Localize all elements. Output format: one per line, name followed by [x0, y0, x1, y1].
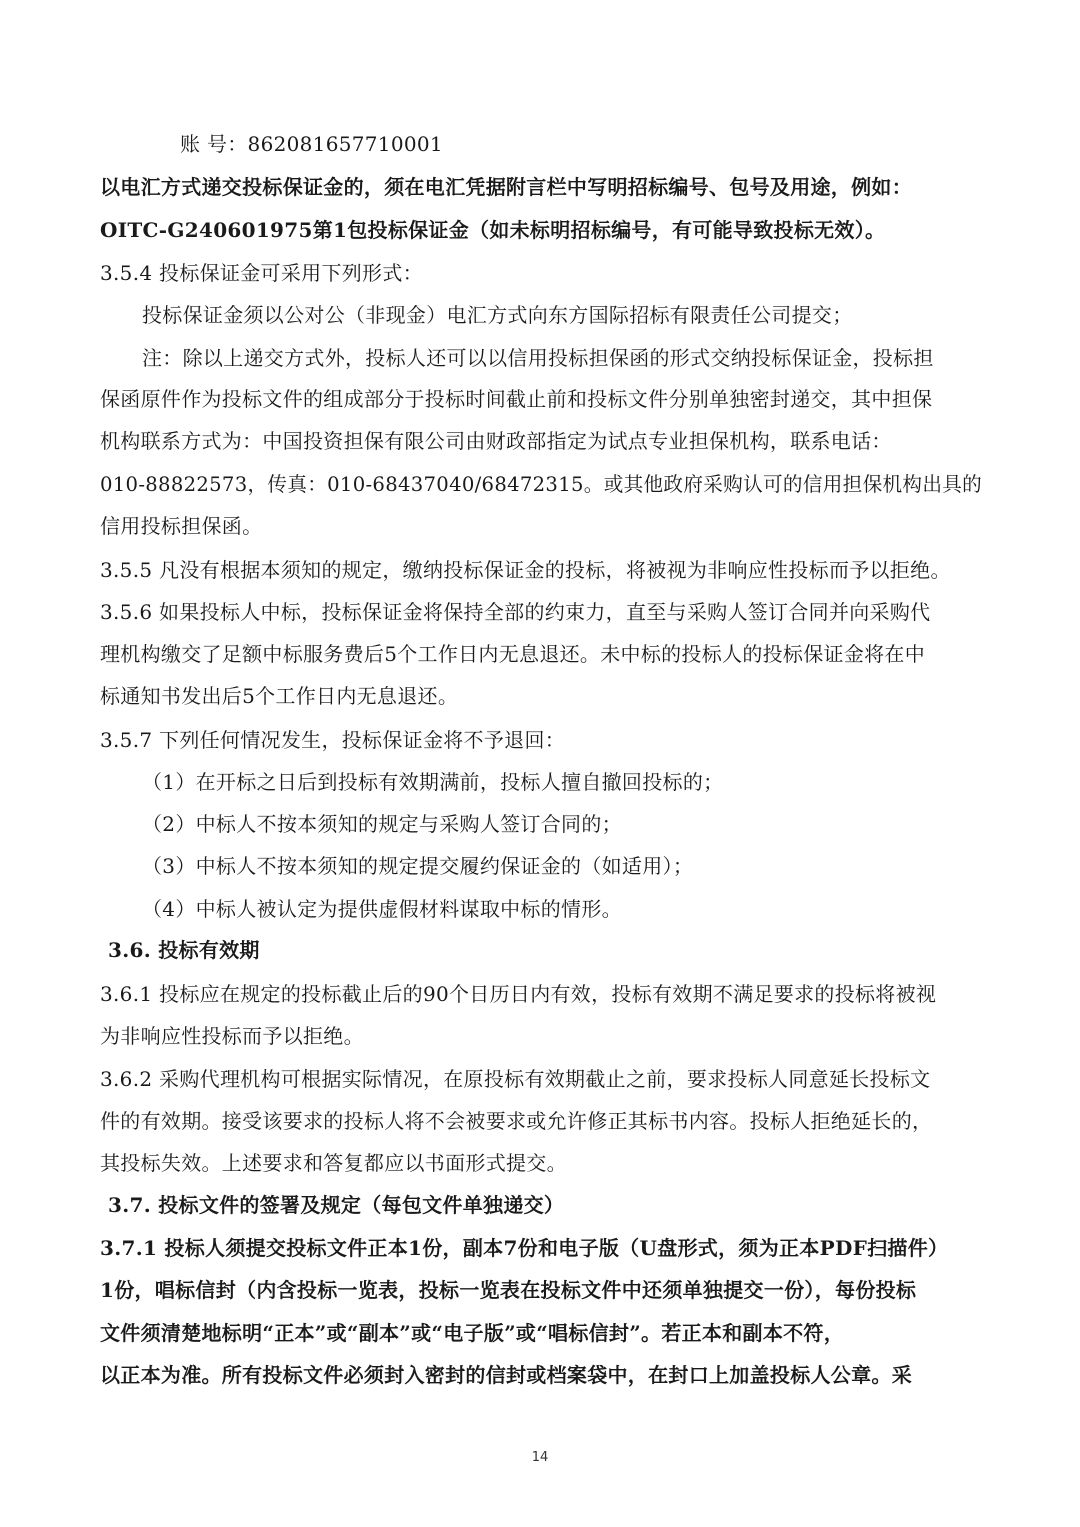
text-line: 为非响应性投标而予以拒绝。 [100, 1024, 364, 1048]
text-line: 件的有效期。接受该要求的投标人将不会被要求或允许修正其标书内容。投标人拒绝延长的， [100, 1109, 933, 1133]
text-line: 机构联系方式为：中国投资担保有限公司由财政部指定为试点专业担保机构，联系电话： [100, 429, 892, 453]
text-line-account: 账 号：862081657710001 [180, 132, 443, 156]
clause-heading: 3.5.7 下列任何情况发生，投标保证金将不予退回： [100, 728, 566, 752]
clause-heading: 3.7.1 投标人须提交投标文件正本1份，副本7份和电子版（U盘形式，须为正本PDF扫描件） [100, 1236, 949, 1260]
text-line: 标通知书发出后5个工作日内无息退还。 [100, 684, 459, 708]
section-heading: 3.7. 投标文件的签署及规定（每包文件单独递交） [108, 1193, 565, 1217]
text-line: 理机构缴交了足额中标服务费后5个工作日内无息退还。未中标的投标人的投标保证金将在中 [100, 642, 926, 666]
text-line: OITC-G240601975第1包投标保证金（如未标明招标编号，有可能导致投标无效）。 [100, 218, 886, 242]
list-item: （2）中标人不按本须知的规定与采购人签订合同的； [142, 812, 622, 836]
clause-heading: 3.5.6 如果投标人中标，投标保证金将保持全部的约束力，直至与采购人签订合同并向采购代 [100, 600, 931, 624]
text-line: 注：除以上递交方式外，投标人还可以以信用投标担保函的形式交纳投标保证金，投标担 [142, 346, 934, 370]
clause-heading: 3.5.5 凡没有根据本须知的规定，缴纳投标保证金的投标，将被视为非响应性投标而予以拒绝。 [100, 558, 951, 582]
text-line: 投标保证金须以公对公（非现金）电汇方式向东方国际招标有限责任公司提交； [142, 303, 853, 327]
text-line: 文件须清楚地标明“正本”或“副本”或“电子版”或“唱标信封”。若正本和副本不符， [100, 1321, 845, 1345]
clause-heading: 3.6.1 投标应在规定的投标截止后的90个日历日内有效，投标有效期不满足要求的投标将被视 [100, 982, 937, 1006]
text-line: 010-88822573，传真：010-68437040/68472315。或其他政府采购认可的信用担保机构出具的 [100, 472, 983, 496]
list-item: （4）中标人被认定为提供虚假材料谋取中标的情形。 [142, 897, 622, 921]
text-line: 以正本为准。所有投标文件必须封入密封的信封或档案袋中，在封口上加盖投标人公章。采 [100, 1363, 912, 1387]
page-number: 14 [531, 1450, 549, 1465]
list-item: （1）在开标之日后到投标有效期满前，投标人擅自撤回投标的； [142, 770, 724, 794]
text-line: 其投标失效。上述要求和答复都应以书面形式提交。 [100, 1151, 567, 1175]
clause-heading: 3.6.2 采购代理机构可根据实际情况，在原投标有效期截止之前，要求投标人同意延长投标文 [100, 1067, 931, 1091]
text-line: 以电汇方式递交投标保证金的，须在电汇凭据附言栏中写明招标编号、包号及用途，例如： [100, 175, 912, 199]
text-line: 1份，唱标信封（内含投标一览表，投标一览表在投标文件中还须单独提交一份），每份投标 [100, 1278, 917, 1302]
text-line: 保函原件作为投标文件的组成部分于投标时间截止前和投标文件分别单独密封递交，其中担保 [100, 387, 933, 411]
clause-heading: 3.5.4 投标保证金可采用下列形式： [100, 261, 423, 285]
text-line: 信用投标担保函。 [100, 514, 263, 538]
section-heading: 3.6. 投标有效期 [108, 938, 260, 962]
list-item: （3）中标人不按本须知的规定提交履约保证金的（如适用）； [142, 854, 694, 878]
